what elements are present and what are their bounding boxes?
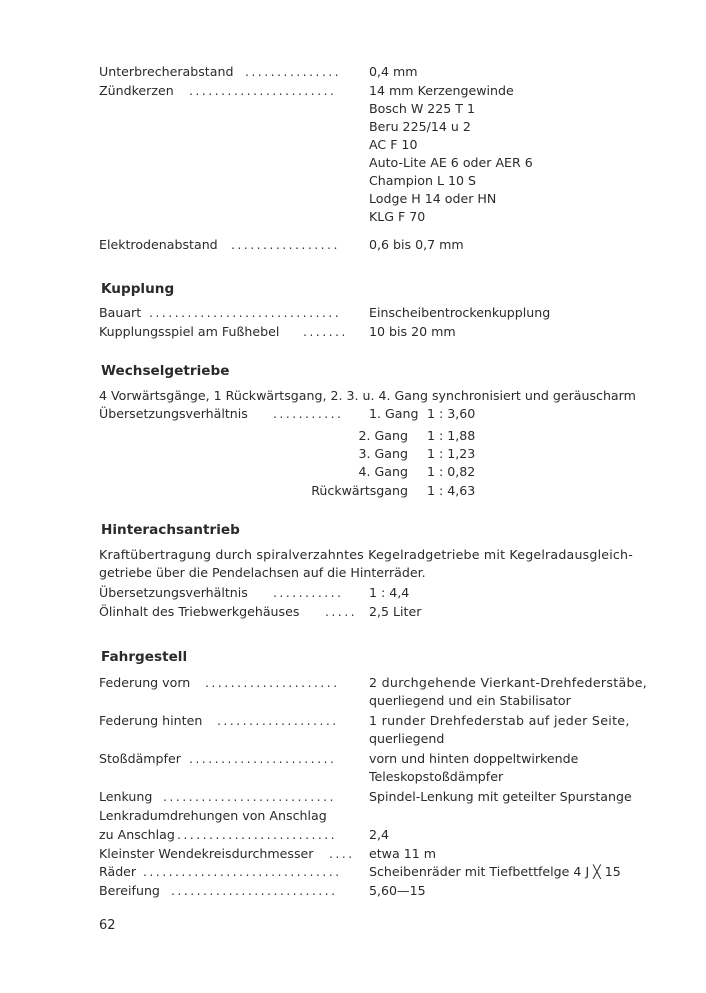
spec-value: 2 durchgehende Vierkant-Drehfederstäbe, — [369, 675, 648, 690]
leader-dots: ................... — [217, 713, 339, 728]
spec-label: Zündkerzen — [99, 83, 174, 98]
gear-name: Rückwärtsgang — [311, 483, 408, 498]
spec-label: Ölinhalt des Triebwerkgehäuses — [99, 604, 300, 619]
spec-value: 0,6 bis 0,7 mm — [369, 237, 464, 252]
leader-dots: ................. — [231, 237, 340, 252]
spec-value: 2,4 — [369, 827, 390, 842]
gear-ratio: 1 : 4,63 — [427, 483, 476, 498]
paragraph-hinterachse-line2: getriebe über die Pendelachsen auf die Hinterräder. — [99, 565, 426, 580]
section-heading-fahrgestell: Fahrgestell — [101, 649, 188, 665]
spec-value: etwa 11 m — [369, 846, 437, 861]
leader-dots: ....... — [303, 324, 348, 339]
leader-dots: ..................... — [205, 675, 340, 690]
spec-label: Lenkung — [99, 789, 153, 804]
spec-label: Unterbrecherabstand — [99, 64, 234, 79]
spec-value: Teleskopstoßdämpfer — [369, 769, 504, 784]
leader-dots: ..... — [325, 604, 358, 619]
spec-value: Scheibenräder mit Tiefbettfelge 4 J ╳ 15 — [369, 864, 621, 879]
spec-label: Übersetzungsverhältnis — [99, 585, 248, 600]
spec-value: Einscheibentrockenkupplung — [369, 305, 551, 320]
spec-label: Kupplungsspiel am Fußhebel — [99, 324, 280, 339]
leader-dots: ....................... — [189, 751, 337, 766]
spec-value: 2,5 Liter — [369, 604, 422, 619]
paragraph-hinterachse-line1: Kraftübertragung durch spiralverzahntes Kegelradgetriebe mit Kegelradausgleich- — [99, 547, 633, 562]
spec-value: 1. Gang — [369, 406, 419, 421]
spec-value: querliegend und ein Stabilisator — [369, 693, 571, 708]
leader-dots: ........................... — [163, 789, 336, 804]
spec-value: AC F 10 — [369, 137, 418, 152]
leader-dots: ........... — [273, 585, 344, 600]
spec-value: 10 bis 20 mm — [369, 324, 456, 339]
leader-dots: ............... — [245, 64, 342, 79]
page-number: 62 — [99, 918, 116, 933]
spec-label: zu Anschlag — [99, 827, 175, 842]
gear-name: 4. Gang — [358, 464, 408, 479]
spec-value: Bosch W 225 T 1 — [369, 101, 476, 116]
spec-value: Beru 225/14 u 2 — [369, 119, 471, 134]
spec-label: Übersetzungsverhältnis — [99, 406, 248, 421]
spec-value: 5,60—15 — [369, 883, 426, 898]
spec-label: Federung vorn — [99, 675, 191, 690]
spec-value: 1 runder Drehfederstab auf jeder Seite, — [369, 713, 630, 728]
leader-dots: ......................... — [177, 827, 338, 842]
leader-dots: ....................... — [189, 83, 337, 98]
spec-label: Stoßdämpfer — [99, 751, 181, 766]
spec-label: Bauart — [99, 305, 142, 320]
leader-dots: .... — [329, 846, 355, 861]
spec-value: 0,4 mm — [369, 64, 418, 79]
gear-ratio: 1 : 0,82 — [427, 464, 476, 479]
section-heading-kupplung: Kupplung — [101, 281, 175, 297]
leader-dots: ........... — [273, 406, 344, 421]
paragraph-getriebe: 4 Vorwärtsgänge, 1 Rückwärtsgang, 2. 3. u. 4. Gang synchronisiert und geräuscharm — [99, 388, 636, 403]
spec-value: 14 mm Kerzengewinde — [369, 83, 514, 98]
spec-value: vorn und hinten doppeltwirkende — [369, 751, 579, 766]
leader-dots: .............................. — [149, 305, 342, 320]
spec-value: Lodge H 14 oder HN — [369, 191, 497, 206]
spec-value: querliegend — [369, 731, 445, 746]
gear-ratio: 1 : 1,23 — [427, 446, 476, 461]
gear-name: 3. Gang — [358, 446, 408, 461]
leader-dots: .......................... — [171, 883, 338, 898]
leader-dots: ............................... — [143, 864, 342, 879]
section-heading-wechselgetriebe: Wechselgetriebe — [101, 363, 230, 379]
spec-value: 1 : 4,4 — [369, 585, 410, 600]
spec-label: Lenkradumdrehungen von Anschlag — [99, 808, 327, 823]
spec-value: Auto-Lite AE 6 oder AER 6 — [369, 155, 533, 170]
spec-value: KLG F 70 — [369, 209, 426, 224]
spec-label: Bereifung — [99, 883, 160, 898]
gear-name: 2. Gang — [358, 428, 408, 443]
spec-label: Federung hinten — [99, 713, 203, 728]
spec-value: 1 : 3,60 — [427, 406, 476, 421]
gear-ratio: 1 : 1,88 — [427, 428, 476, 443]
spec-label: Räder — [99, 864, 137, 879]
spec-value: Spindel-Lenkung mit geteilter Spurstange — [369, 789, 632, 804]
section-heading-hinterachsantrieb: Hinterachsantrieb — [101, 522, 240, 538]
spec-value: Champion L 10 S — [369, 173, 476, 188]
spec-label: Kleinster Wendekreisdurchmesser — [99, 846, 314, 861]
spec-label: Elektrodenabstand — [99, 237, 218, 252]
